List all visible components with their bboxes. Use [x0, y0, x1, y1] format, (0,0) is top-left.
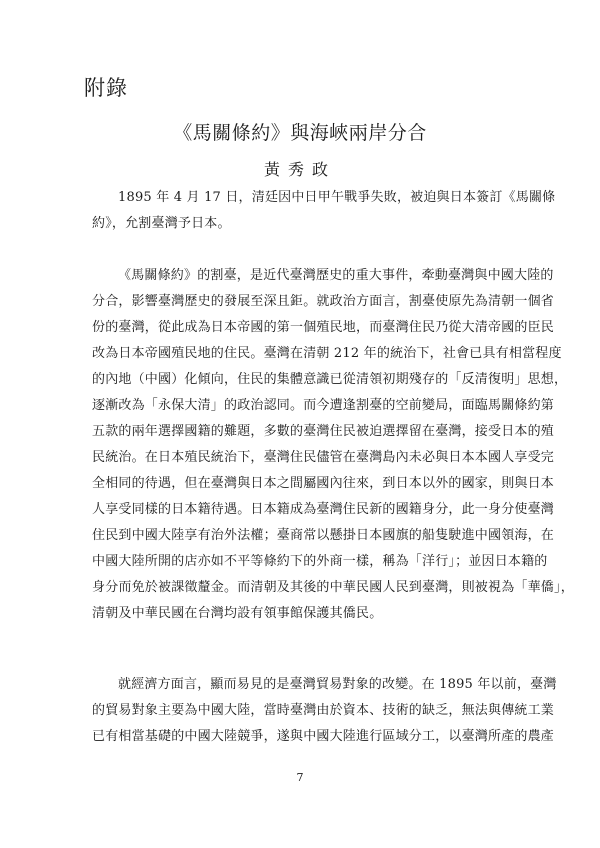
text-line: 《馬關條約》的割臺，是近代臺灣歷史的重大事件，牽動臺灣與中國大陸的 [118, 268, 554, 283]
text-line: 五款的兩年選擇國籍的難題，多數的臺灣住民被迫選擇留在臺灣，接受日本的殖 [92, 424, 555, 439]
intro-paragraph [92, 185, 556, 237]
text-line: 改為日本帝國殖民地的住民。臺灣在清朝 212 年的統治下，社會已具有相當程度 [92, 346, 562, 361]
text-line: 份的臺灣，從此成為日本帝國的第一個殖民地，而臺灣住民乃從大清帝國的臣民 [92, 320, 555, 335]
text-line: 分合，影響臺灣歷史的發展至深且鉅。就政治方面言，割臺使原先為清朝一個省 [92, 294, 555, 309]
text-line: 已有相當基礎的中國大陸競爭，遂與中國大陸進行區域分工，以臺灣所產的農產 [92, 729, 555, 744]
text-line: 就經濟方面言，顯而易見的是臺灣貿易對象的改變。在 1895 年以前，臺灣 [118, 677, 557, 692]
text-line: 清朝及中華民國在台灣均設有領事館保護其僑民。 [92, 606, 383, 621]
text-line: 1895 年 4 月 17 日，清廷因中日甲午戰爭失敗，被迫與日本簽訂《馬關條 [118, 190, 556, 205]
page-title: 《馬關條約》與海峽兩岸分合 [173, 122, 427, 144]
text-line: 的貿易對象主要為中國大陸，當時臺灣由於資本、技術的缺乏，無法與傳統工業 [92, 703, 555, 718]
text-line: 住民到中國大陸享有治外法權；臺商常以懸掛日本國旗的船隻駛進中國領海，在 [92, 528, 555, 543]
text-line: 的內地（中國）化傾向，住民的集體意識已從清領初期殘存的「反清復明」思想， [92, 372, 568, 387]
body-paragraph-economic [92, 672, 557, 750]
text-line: 約》，允割臺灣予日本。 [92, 216, 231, 231]
text-line: 民統治。在日本殖民統治下，臺灣住民儘管在臺灣島內未必與日本本國人享受完 [92, 450, 555, 465]
text-line: 中國大陸所開的店亦如不平等條約下的外商一樣，稱為「洋行」；並因日本籍的 [92, 554, 548, 569]
body-paragraph-political [92, 263, 574, 627]
text-line: 逐漸改為「永保大清」的政治認同。而今遭逢割臺的空前變局，面臨馬關條約第 [92, 398, 555, 413]
text-line: 身分而免於被課徵釐金。而清朝及其後的中華民國人民到臺灣，則被視為「華僑」， [92, 580, 574, 595]
author-name: 黃秀政 [263, 160, 336, 179]
section-label: 附錄 [84, 76, 128, 100]
text-line: 全相同的待遇，但在臺灣與日本之間屬國內往來，到日本以外的國家，則與日本 [92, 476, 555, 491]
page-number: 7 [296, 771, 304, 784]
text-line: 人享受同樣的日本籍待遇。日本籍成為臺灣住民新的國籍身分，此一身分使臺灣 [92, 502, 555, 517]
